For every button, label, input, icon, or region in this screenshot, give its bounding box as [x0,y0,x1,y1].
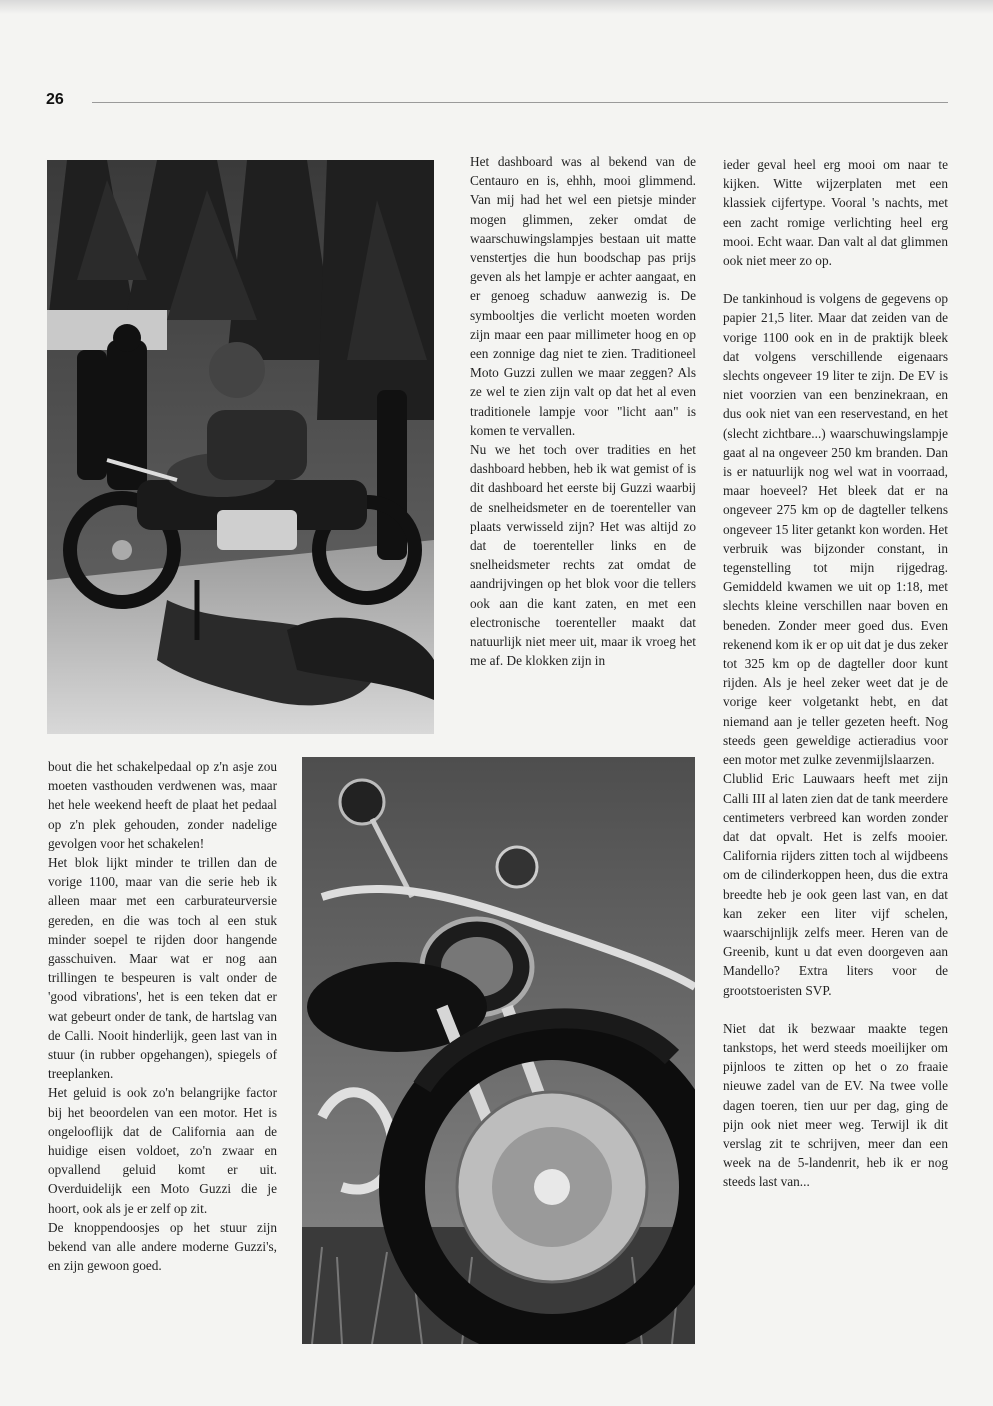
page-edge-shadow [0,0,993,14]
paragraph: Het dashboard was al bekend van de Centauro en is, ehhh, mooi glimmend. Van mij had het wel een pietsje minder mogen glimmen, zeker omdat de waarschuwingslampjes bestaan uit matte venstertjes die hun boodschap pas prijs geven als het lampje er achter aangaat, en er genoeg schaduw aanwezig is. De symbooltjes die verlicht moeten worden zijn maar een paar millimeter hoog en op een zonnige dag niet te zien. Traditioneel Moto Guzzi zullen we maar zeggen? Als ze wel te zien zijn valt op dat het al even traditionele lampje voor "licht aan" is komen te vervallen. [470,154,696,438]
paragraph: Nu we het toch over tradities en het dashboard hebben, heb ik wat gemist of is dit dashboard het eerste bij Guzzi waarbij de snelheidsmeter en de toerenteller van plaats verwisseld zijn? Het was altijd zo dat de toerenteller links en de snelheidsmeter rechts zat omdat de aandrijvingen op het blok voor die tellers ook aan die kant zaten, en met een electronische toerenteller maakt dat natuurlijk niet meer uit, maar ik vroeg het me af. De klokken zijn in [470,442,696,669]
page-number: 26 [46,91,64,108]
article-column-middle [470,152,696,670]
paragraph: De knoppendoosjes op het stuur zijn bekend van alle andere moderne Guzzi's, en zijn gewoon goed. [48,1219,277,1274]
paragraph: Het geluid is ook zo'n belangrijke factor bij het beoordelen van een motor. Het is ongelooflijk dat de California aan de huidige eisen voldoet, zo'n zwaar en opvallend geluid komt er uit. Overduidelijk een Moto Guzzi die je hoort, ook als je er zelf op zit. [48,1085,277,1216]
photo-motorcycle-forest [47,160,434,734]
header-rule [92,102,948,103]
paragraph: Niet dat ik bezwaar maakte tegen tankstops, het werd steeds moeilijker om pijnloos te zitten op het o zo fraaie nieuwe zadel van de EV. Na twee volle dagen toeren, tien uur per dag, ging de pijn ook niet meer weg. Terwijl ik dit verslag zit te schrijven, meer dan een week na de 5-landenrit, heb ik er nog steeds last van... [723,1020,948,1190]
paragraph: bout die het schakelpedaal op z'n asje zou moeten vasthouden verdwenen was, maar het hele weekend heeft de plaat het pedaal op z'n plek gehouden, zonder nadelige gevolgen voor het schakelen! [48,759,277,851]
article-column-right [723,155,948,1192]
photo-motorcycle-front-wheel [302,757,695,1344]
paragraph: ieder geval heel erg mooi om naar te kijken. Witte wijzerplaten met een klassiek cijfertype. Vooral 's nachts, met een zacht romige verlichting heel erg mooi. Echt waar. Dan valt al dat glimmen ook niet meer zo op. [723,157,948,269]
article-column-left [48,757,277,1275]
paragraph: De tankinhoud is volgens de gegevens op papier 21,5 liter. Maar dat zeiden van de vorige 1100 ook en in de praktijk bleek dat volgens verschillende eigenaars slechts ongeveer 19 liter te zijn. De EV is niet voorzien van een benzinekraan, en dus ook niet van een reservestand, en het (slecht zichtbare...) waarschuwingslampje gaat al na ongeveer 250 km branden. Dan is er natuurlijk nog wel wat in voorraad, maar hoeveel? Het bleek dat er na ongeveer 275 km op de dagteller telkens ongeveer 15 liter getankt kon worden. Het verbruik was bijzonder constant, in tegenstelling tot mijn rijgedrag. Gemiddeld kwamen we uit op 1:18, met slechts kleine verschillen naar boven en beneden. Zonder meer goed dus. Even rekenend kom ik er op uit dat je dus zeker tot 325 km op de dagteller door kunt rijden. Als je heel zeker weet dat je de vorige keer volgetankt hebt, en dat niemand aan je teller gezeten heeft. Nog steeds geen geweldige actieradius voor een motor met zulke zevenmijlslaarzen. [723,291,948,768]
paragraph: Clublid Eric Lauwaars heeft met zijn Calli III al laten zien dat de tank meerdere centimeters verbreed kan worden zonder dat dat opvalt. Het is zelfs mooier. California rijders zitten toch al wijdbeens om de cilinderkoppen heen, dus die extra breedte heb je ook geen last van, en dat kan zeker een liter vijf schelen, waarschijnlijk zelfs meer. Heren van de Greenib, kunt u dat even doorgeven aan Mandello? Extra liters voor de grootstoeristen SVP. [723,771,948,998]
paragraph: Het blok lijkt minder te trillen dan de vorige 1100, maar van die serie heb ik alleen maar met een carburateurversie gereden, en die was toch al een stuk minder soepel te rijden door hangende gasschuiven. Maar wat er nog aan trillingen te bespeuren is valt onder de 'good vibrations', het is een teken dat er wat gebeurt onder de tank, de hartslag van de Calli. Nooit hinderlijk, geen last van in stuur (in rubber opgehangen), spiegels of treeplanken. [48,855,277,1082]
